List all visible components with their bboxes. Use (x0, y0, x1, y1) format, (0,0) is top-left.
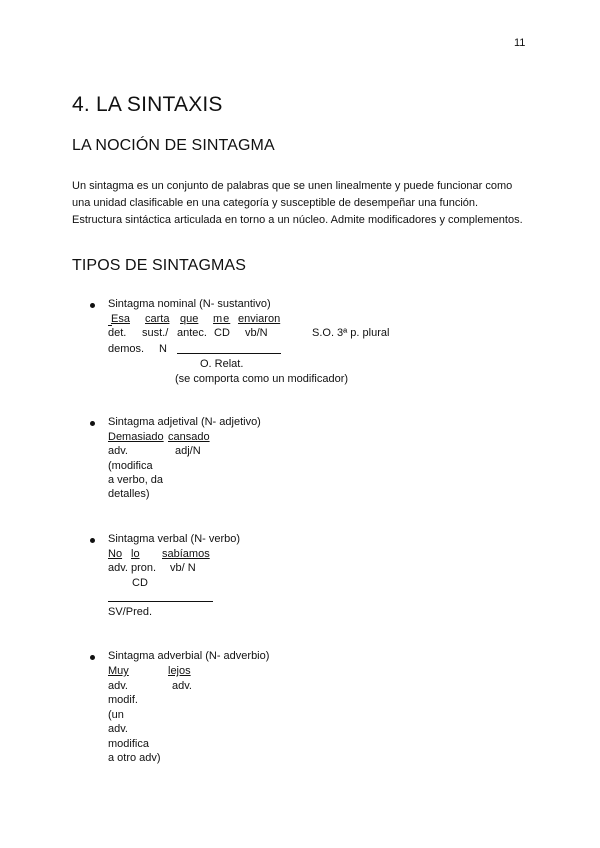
bullet-icon (90, 538, 95, 543)
adjetival-label: Sintagma adjetival (N- adjetivo) (108, 416, 261, 428)
nominal-word-me: me (213, 313, 231, 325)
verbal-phrase-line (108, 601, 213, 602)
adverbial-note-line: (un (108, 709, 124, 721)
adverbial-label: Sintagma adverbial (N- adverbio) (108, 650, 270, 662)
adverbial-note-line: a otro adv) (108, 752, 161, 764)
definition-paragraph (72, 178, 542, 229)
relative-clause-note: (se comporta como un modificador) (175, 373, 349, 385)
verbal-cat-vb: vb/ N (170, 562, 196, 574)
nominal-underline-lead (108, 325, 112, 326)
nominal-word-carta: carta (145, 313, 170, 325)
verbal-word-lo: lo (131, 548, 140, 560)
page-title: 4. LA SINTAXIS (72, 93, 223, 116)
adjetival-cat-adj: adj/N (175, 445, 201, 457)
adverbial-cat-adv: adv. (108, 680, 128, 692)
relative-clause-label: O. Relat. (200, 358, 244, 370)
bullet-icon (90, 421, 95, 426)
verbal-bottom-label: SV/Pred. (108, 606, 153, 618)
nominal-cat-demos: demos. (108, 343, 145, 355)
verbal-cat-cd: CD (132, 577, 148, 589)
bullet-icon (90, 303, 95, 308)
adverbial-note-line: adv. (108, 723, 128, 735)
paragraph-line: una unidad clasificable en una categoría y susceptible de desempeñar una función. (72, 197, 479, 209)
nominal-cat-sust: sust./ (142, 327, 169, 339)
adjetival-cat-adv: adv. (108, 445, 128, 457)
adjetival-note-line: detalles) (108, 488, 150, 500)
nominal-cat-n: N (159, 343, 167, 355)
verbal-cat-adv-pron: adv. pron. (108, 562, 157, 574)
adjetival-word-cansado: cansado (168, 431, 210, 443)
nominal-word-esa: Esa (111, 313, 130, 325)
section-heading-tipos: TIPOS DE SINTAGMAS (72, 257, 246, 274)
adverbial-word-lejos: lejos (168, 665, 191, 677)
nominal-cat-det: det. (108, 327, 127, 339)
verbal-word-sabiamos: sabíamos (162, 548, 210, 560)
paragraph-line: Estructura sintáctica articulada en torno a un núcleo. Admite modificadores y complementos. (72, 214, 523, 226)
nominal-cat-vb: vb/N (245, 327, 268, 339)
nominal-cat-antec: antec. (177, 327, 207, 339)
adverbial-word-muy: Muy (108, 665, 129, 677)
verbal-word-no: No (108, 548, 123, 560)
relative-clause-line (177, 353, 281, 354)
nominal-label: Sintagma nominal (N- sustantivo) (108, 298, 271, 310)
adverbial-note-line: modifica (108, 738, 149, 750)
adjetival-note-line: a verbo, da (108, 474, 164, 486)
nominal-word-enviaron: enviaron (238, 313, 281, 325)
page-number: 11 (514, 37, 526, 49)
nominal-word-que: que (180, 313, 199, 325)
nominal-so-note: S.O. 3ª p. plural (312, 327, 390, 339)
paragraph-line: Un sintagma es un conjunto de palabras que se unen linealmente y puede funcionar como (72, 180, 513, 192)
nominal-cat-cd: CD (214, 327, 230, 339)
adjetival-word-demasiado: Demasiado (108, 431, 164, 443)
adverbial-cat-adv2: adv. (172, 680, 192, 692)
adjetival-note-line: (modifica (108, 460, 153, 472)
verbal-label: Sintagma verbal (N- verbo) (108, 533, 241, 545)
adverbial-note-line: modif. (108, 694, 138, 706)
bullet-icon (90, 655, 95, 660)
section-heading-nocion: LA NOCIÓN DE SINTAGMA (72, 137, 275, 154)
